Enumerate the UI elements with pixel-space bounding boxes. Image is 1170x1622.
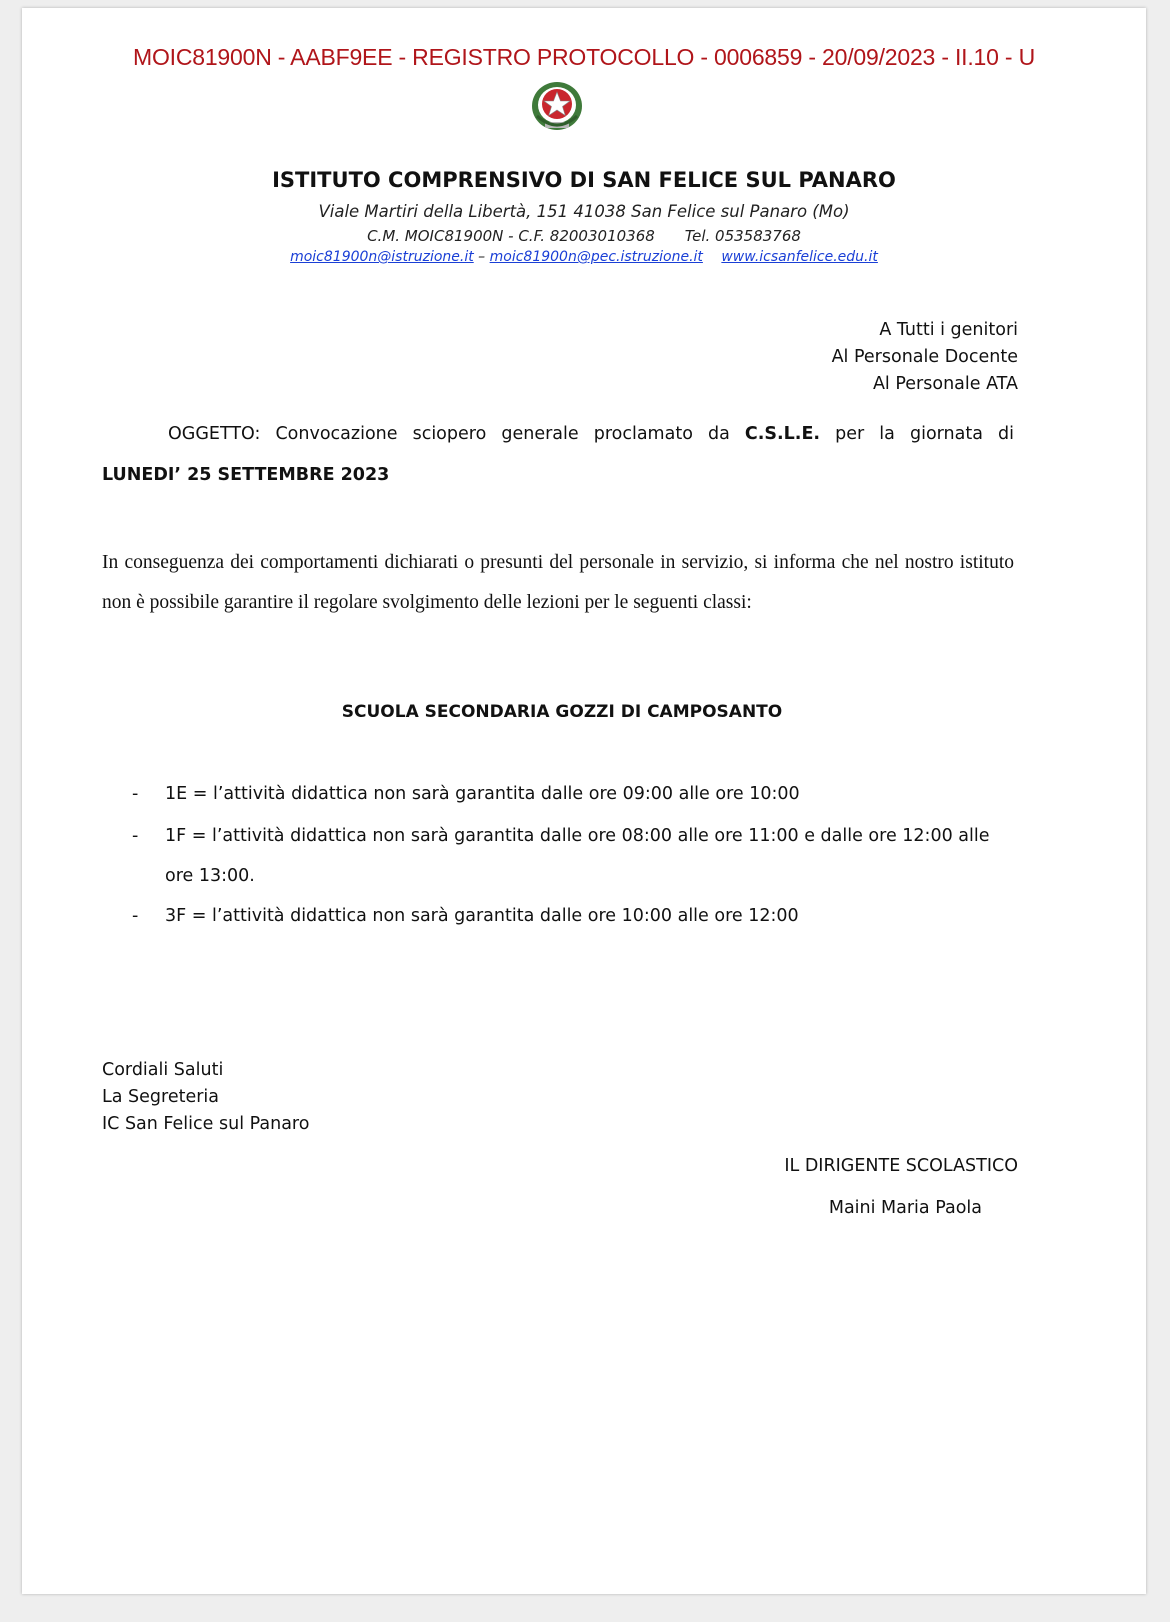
subject-prefix: OGGETTO: Convocazione sciopero generale proclamato da: [168, 424, 730, 444]
institute-name: ISTITUTO COMPRENSIVO DI SAN FELICE SUL PANARO: [272, 168, 896, 192]
subject-org: C.S.L.E.: [744, 424, 821, 444]
body-paragraph: In conseguenza dei comportamenti dichiarati o presunti del personale in servizio, si informa che nel nostro istituto non è possibile garantire il regolare svolgimento delle lezioni per le seguenti classi:: [102, 552, 1014, 613]
protocol-stamp: MOIC81900N - AABF9EE - REGISTRO PROTOCOLLO - 0006859 - 20/09/2023 - II.10 - U: [133, 44, 1035, 70]
list-item-text: 1F = l’attività didattica non sarà garantita dalle ore 08:00 alle ore 11:00 e dalle ore 12:00 alle ore 13:00.: [165, 826, 990, 886]
list-item-text: 3F = l’attività didattica non sarà garantita dalle ore 10:00 alle ore 12:00: [165, 906, 799, 926]
institute-phone: Tel. 053583768: [684, 227, 801, 245]
email-link[interactable]: moic81900n@istruzione.it: [290, 249, 474, 265]
recipient-ata-staff: Al Personale ATA: [872, 374, 1018, 394]
subject-line: [102, 424, 1014, 444]
pec-link[interactable]: moic81900n@pec.istruzione.it: [489, 249, 703, 265]
list-bullet: -: [132, 826, 139, 846]
recipient-parents: A Tutti i genitori: [879, 320, 1018, 340]
institute-tax-codes: C.M. MOIC81900N - C.F. 82003010368: [367, 227, 655, 245]
closing-greeting: Cordiali Saluti: [102, 1060, 224, 1080]
document-page: [22, 8, 1146, 1594]
list-bullet: -: [132, 906, 139, 926]
list-bullet: -: [132, 784, 139, 804]
recipient-teachers: Al Personale Docente: [831, 347, 1018, 367]
institute-address: Viale Martiri della Libertà, 151 41038 San Felice sul Panaro (Mo): [318, 202, 850, 221]
institute-codes: [22, 227, 1146, 245]
subject-suffix: per la giornata di: [835, 424, 1014, 444]
list-item-text: 1E = l’attività didattica non sarà garantita dalle ore 09:00 alle ore 10:00: [165, 784, 800, 804]
signature-name: Maini Maria Paola: [828, 1198, 982, 1218]
institute-contacts: [22, 249, 1146, 265]
section-title: SCUOLA SECONDARIA GOZZI DI CAMPOSANTO: [341, 702, 783, 722]
link-separator: –: [478, 249, 486, 265]
signature-role: IL DIRIGENTE SCOLASTICO: [784, 1156, 1018, 1176]
closing-office: La Segreteria: [102, 1087, 220, 1107]
strike-date: LUNEDI’ 25 SETTEMBRE 2023: [102, 465, 390, 485]
italian-republic-emblem-icon: [527, 76, 587, 136]
website-link[interactable]: www.icsanfelice.edu.it: [721, 249, 878, 265]
closing-institute: IC San Felice sul Panaro: [102, 1114, 310, 1134]
